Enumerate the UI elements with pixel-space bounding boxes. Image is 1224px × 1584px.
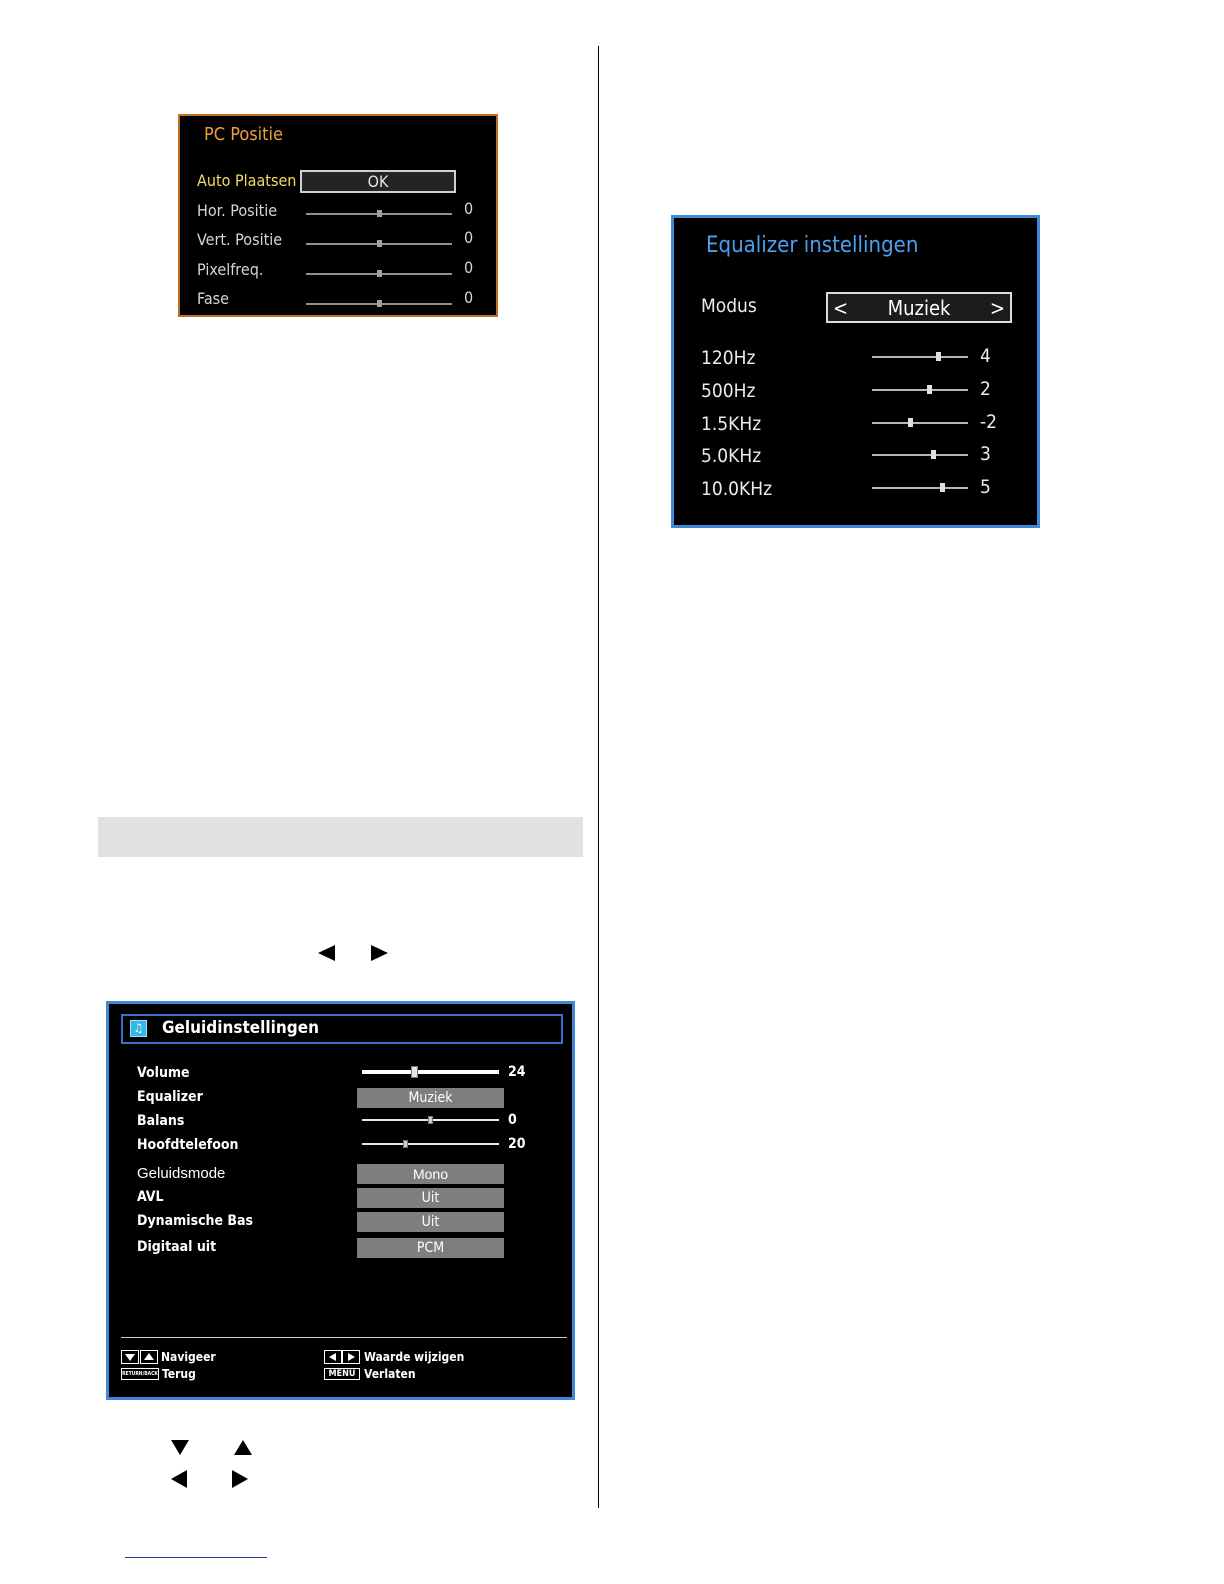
auto-position-label: Auto Plaatsen <box>197 171 297 190</box>
sound-settings-menu <box>106 1001 575 1400</box>
phase-label: Fase <box>197 289 229 308</box>
digital-out-label: Digitaal uit <box>137 1239 217 1255</box>
slider-knob[interactable] <box>411 1066 418 1078</box>
mode-label: Modus <box>701 295 757 317</box>
sound-mode-value-box[interactable]: Mono <box>357 1164 504 1184</box>
slider-knob[interactable] <box>377 210 382 217</box>
slider-knob[interactable] <box>940 483 945 492</box>
right-key-icon <box>342 1350 360 1364</box>
band-1500hz-label: 1.5KHz <box>701 413 762 435</box>
slider-knob[interactable] <box>377 270 382 277</box>
vert-position-slider[interactable] <box>306 243 452 245</box>
hor-position-label: Hor. Positie <box>197 201 278 220</box>
vert-position-label: Vert. Positie <box>197 230 283 249</box>
slider-knob[interactable] <box>428 1116 433 1124</box>
band-120hz-value: 4 <box>980 345 991 367</box>
chevron-left-icon[interactable]: < <box>833 296 849 320</box>
chevron-right-icon[interactable]: > <box>989 296 1005 320</box>
band-5000hz-slider[interactable] <box>872 454 968 456</box>
band-120hz-label: 120Hz <box>701 347 756 369</box>
section-heading-bar <box>98 817 583 857</box>
right-arrow-icon <box>232 1470 248 1488</box>
slider-knob[interactable] <box>377 240 382 247</box>
dynamic-bass-value-box[interactable]: Uit <box>357 1212 504 1232</box>
phase-slider[interactable] <box>306 303 452 305</box>
band-500hz-label: 500Hz <box>701 380 756 402</box>
band-1500hz-slider[interactable] <box>872 422 968 424</box>
band-10000hz-slider[interactable] <box>872 487 968 489</box>
balance-label: Balans <box>137 1113 185 1129</box>
sound-settings-title: Geluidinstellingen <box>162 1018 319 1038</box>
left-key-icon <box>324 1350 342 1364</box>
column-divider <box>598 46 599 1508</box>
pc-position-menu <box>178 114 498 317</box>
band-120hz-slider[interactable] <box>872 356 968 358</box>
return-back-key-icon: RETURN/BACK <box>121 1368 159 1380</box>
phase-value: 0 <box>464 288 474 307</box>
slider-knob[interactable] <box>403 1140 408 1148</box>
footer-rule <box>125 1557 267 1558</box>
equalizer-value-box[interactable]: Muziek <box>357 1088 504 1108</box>
mode-selector[interactable] <box>826 292 1012 323</box>
digital-out-value-box[interactable]: PCM <box>357 1238 504 1258</box>
sound-settings-titlebar <box>121 1014 563 1044</box>
volume-label: Volume <box>137 1065 190 1081</box>
hor-position-value: 0 <box>464 199 474 218</box>
slider-knob[interactable] <box>936 352 941 361</box>
equalizer-label: Equalizer <box>137 1089 203 1105</box>
slider-knob[interactable] <box>908 418 913 427</box>
menu-key-icon: MENU <box>324 1368 360 1380</box>
back-hint: Terug <box>162 1367 196 1381</box>
band-500hz-slider[interactable] <box>872 389 968 391</box>
equalizer-title: Equalizer instellingen <box>706 233 919 258</box>
volume-slider[interactable] <box>362 1070 499 1074</box>
slider-knob[interactable] <box>927 385 932 394</box>
band-1500hz-value: -2 <box>980 411 998 433</box>
band-500hz-value: 2 <box>980 378 991 400</box>
pc-position-title: PC Positie <box>204 124 283 145</box>
footer-divider <box>121 1337 567 1338</box>
slider-knob[interactable] <box>377 300 382 307</box>
pixel-freq-value: 0 <box>464 258 474 277</box>
band-5000hz-value: 3 <box>980 443 991 465</box>
up-arrow-icon <box>234 1440 252 1455</box>
navigate-hint: Navigeer <box>161 1350 216 1364</box>
left-arrow-icon <box>171 1470 187 1488</box>
vert-position-value: 0 <box>464 228 474 247</box>
band-5000hz-label: 5.0KHz <box>701 445 762 467</box>
change-value-hint: Waarde wijzigen <box>364 1350 465 1364</box>
headphone-slider[interactable] <box>362 1143 499 1145</box>
music-note-icon: ♫ <box>130 1020 147 1037</box>
up-key-icon <box>140 1350 158 1364</box>
left-arrow-icon <box>318 945 335 961</box>
auto-position-ok-button[interactable]: OK <box>300 170 456 193</box>
avl-value-box[interactable]: Uit <box>357 1188 504 1208</box>
dynamic-bass-label: Dynamische Bas <box>137 1213 254 1229</box>
right-arrow-icon <box>371 945 388 961</box>
volume-value: 24 <box>508 1064 526 1080</box>
exit-hint: Verlaten <box>364 1367 416 1381</box>
band-10000hz-label: 10.0KHz <box>701 478 773 500</box>
mode-value: Muziek <box>887 296 951 320</box>
pixel-freq-slider[interactable] <box>306 273 452 275</box>
balance-value: 0 <box>508 1112 517 1128</box>
headphone-label: Hoofdtelefoon <box>137 1137 239 1153</box>
hor-position-slider[interactable] <box>306 213 452 215</box>
balance-slider[interactable] <box>362 1119 499 1121</box>
sound-mode-label: Geluidsmode <box>137 1165 226 1182</box>
pixel-freq-label: Pixelfreq. <box>197 260 264 279</box>
down-arrow-icon <box>171 1440 189 1455</box>
avl-label: AVL <box>137 1189 164 1205</box>
band-10000hz-value: 5 <box>980 476 991 498</box>
slider-knob[interactable] <box>931 450 936 459</box>
equalizer-menu <box>671 215 1040 528</box>
down-key-icon <box>121 1350 139 1364</box>
headphone-value: 20 <box>508 1136 526 1152</box>
